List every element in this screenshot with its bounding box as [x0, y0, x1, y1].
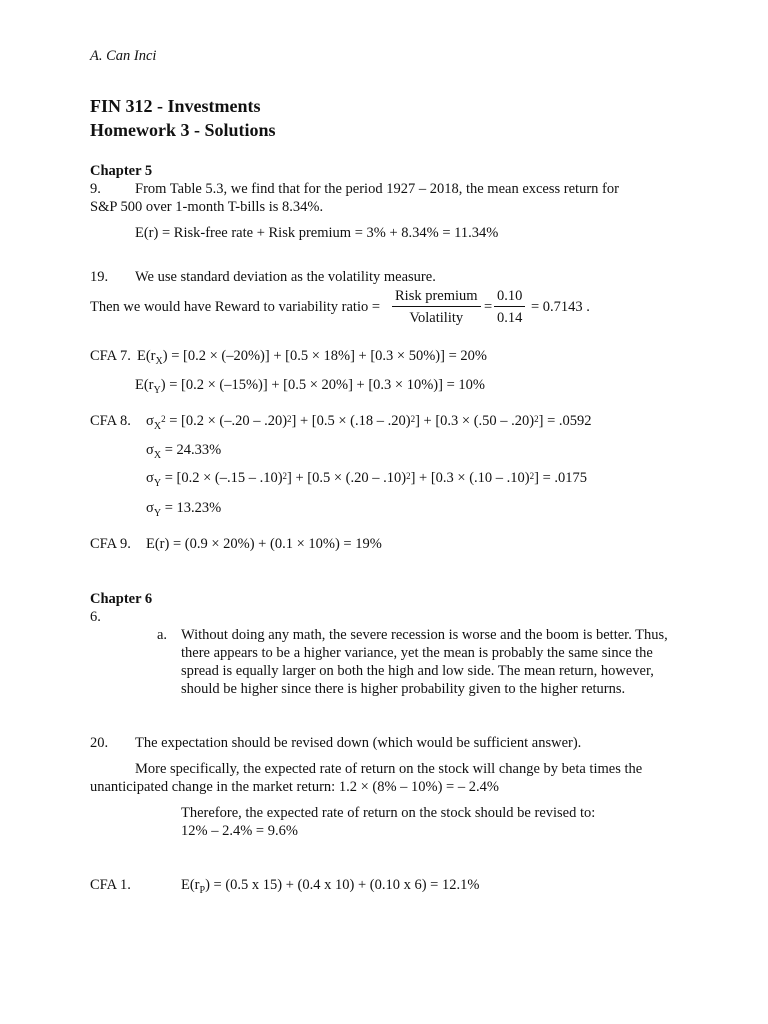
q20-paragraph2-line2: unanticipated change in the market return: 1.2 × (8% – 10%) = – 2.4% — [90, 779, 499, 795]
q19-number: 19. — [90, 269, 109, 285]
q19-text: We use standard deviation as the volatility measure. — [135, 269, 436, 285]
fraction-denominator: Volatility — [409, 310, 464, 326]
cfa8-variance-y: $\sigma_Y = [0.2 \times (-.15 - .10)^2] + [0.5 \times (.20 - .10)^2] + [0.3 \times (.10 - .10)^2] = .0175$ — [146, 470, 588, 489]
fraction-denominator-value: 0.14 — [497, 310, 523, 326]
q9-text-line1: From Table 5.3, we find that for the period 1927 – 2018, the mean excess return for — [135, 181, 619, 197]
cfa9-equation: E(r) = (0.9 × 20%) + (0.1 × 10%) = 19% — [146, 536, 382, 552]
cfa8-label: CFA 8. — [90, 413, 131, 429]
q6-number: 6. — [90, 609, 101, 625]
q19-lead: Then we would have Reward to variability ratio = — [90, 299, 381, 315]
cfa8-variance-x: $\sigma_X^2 = [0.2 \times (-.20 - .20)^2] + [0.5 \times (.18 - .20)^2] + [0.3 \times (.50 - .20)^2] = .0592$ — [146, 413, 592, 432]
q20-number: 20. — [90, 735, 109, 751]
cfa9-label: CFA 9. — [90, 536, 131, 552]
q6a-label: a. — [157, 627, 168, 643]
q19-result: = 0.7143 . — [531, 299, 590, 315]
q9-text-line2: S&P 500 over 1-month T-bills is 8.34%. — [90, 199, 324, 215]
q20-text: The expectation should be revised down (which would be sufficient answer). — [135, 735, 582, 751]
cfa1-label: CFA 1. — [90, 877, 131, 893]
equals-sign: = — [484, 299, 493, 315]
cfa7-equation-x: $E(r_X) = [0.2 \times (-20\%)] + [0.5 \times 18\%] + [0.3 \times 50\%)] = 20\%$ — [137, 348, 487, 367]
q20-paragraph3-line2: 12% – 2.4% = 9.6% — [181, 823, 298, 839]
fraction-risk-premium-volatility — [392, 287, 481, 327]
cfa1-equation: $E(r_P) = (0.5$ x 15) + (0.4 x 10) + (0.10 x 6) = 12.1% — [181, 877, 480, 896]
fraction-numerator-value: 0.10 — [494, 287, 525, 307]
q6a-text: Without doing any math, the severe recession is worse and the boom is better. Thus, there appears to be a higher variance, yet the mean is probably the same since the spread is equally larger on both the high and low side. The mean return, however, should be higher since there is higher probability given to the higher returns. — [181, 627, 668, 697]
fraction-numerator: Risk premium — [392, 287, 481, 307]
author-name: A. Can Inci — [90, 48, 157, 64]
q9-number: 9. — [90, 181, 101, 197]
chapter-5-heading: Chapter 5 — [90, 163, 153, 179]
q9-equation: E(r) = Risk-free rate + Risk premium = 3% + 8.34% = 11.34% — [135, 225, 499, 241]
cfa7-equation-y: $E(r_Y) = [0.2 \times (-15\%)] + [0.5 \times 20\%] + [0.3 \times 10\%)] = 10\%$ — [135, 377, 485, 396]
q20-paragraph2-line1: More specifically, the expected rate of return on the stock will change by beta times the — [135, 761, 643, 777]
chapter-6-heading: Chapter 6 — [90, 591, 153, 607]
cfa8-stdev-x: $\sigma_X = 24.33\%$ — [146, 442, 222, 461]
fraction-values — [494, 287, 525, 327]
cfa8-stdev-y: $\sigma_Y = 13.23\%$ — [146, 500, 222, 519]
q20-paragraph3-line1: Therefore, the expected rate of return on the stock should be revised to: — [181, 805, 596, 821]
cfa7-label: CFA 7. — [90, 348, 131, 364]
page-title-homework: Homework 3 - Solutions — [90, 120, 276, 140]
page-title-course: FIN 312 - Investments — [90, 96, 261, 116]
